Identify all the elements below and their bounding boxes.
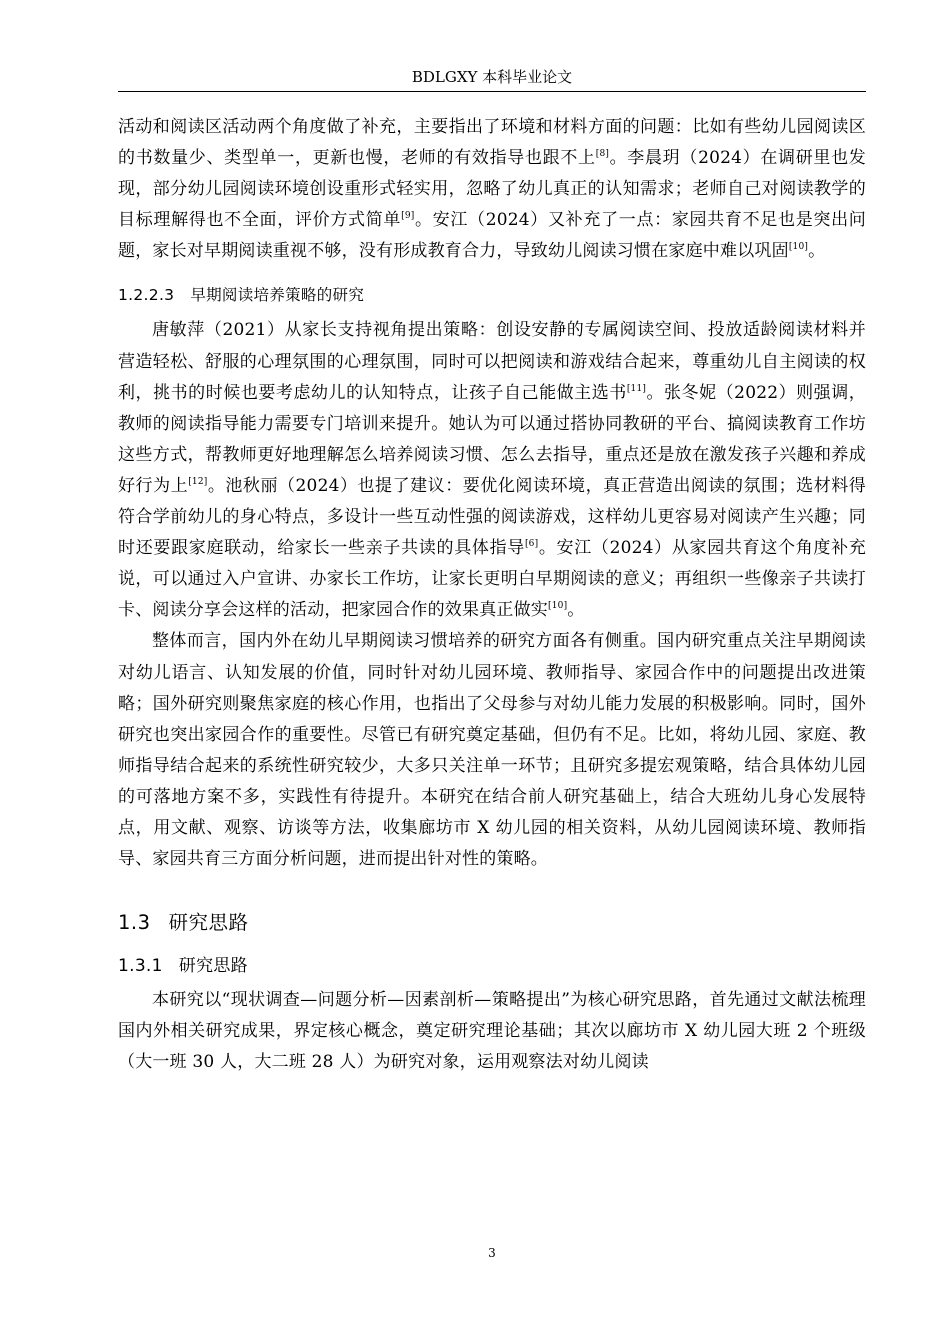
section-number: 1.3 [118,911,151,935]
paragraph-text: 唐敏萍（2021）从家长支持视角提出策略：创设安静的专属阅读空间、投放适龄阅读材料并营造轻松、舒服的心理氛围的心理氛围，同时可以把阅读和游戏结合起来，尊重幼儿自主阅读的权利，挑书的时候也要考虑幼儿的认知特点，让孩子自己能做主选书 [118,320,866,403]
page-number: 3 [488,1246,496,1260]
paragraph-strategy-research [118,315,866,626]
citation-ref: [10] [788,242,809,253]
section-number: 1.3.1 [118,956,163,977]
paragraph-text: 。 [567,600,585,621]
section-number: 1.2.2.3 [118,286,175,305]
citation-ref: [12] [188,476,208,487]
citation-ref: [9] [401,211,415,222]
paragraph-text: 。李晨玥（2024）在调研里也发现，部分幼儿园阅读环境创设重形式轻实用，忽略了幼儿真正的认知需求；老师自己对阅读教学的目标理解得也不全面，评价方式简单 [118,148,866,231]
section-heading-1-3 [118,911,866,935]
section-title: 研究思路 [168,911,249,935]
section-title: 早期阅读培养策略的研究 [190,286,365,305]
document-body [118,112,866,1078]
section-heading-1-2-2-3 [118,285,866,305]
paragraph-research-approach: 本研究以“现状调查—问题分析—因素剖析—策略提出”为核心研究思路，首先通过文献法梳理国内外相关研究成果，界定核心概念，奠定研究理论基础；其次以廊坊市 X 幼儿园大班 2 个班级（大一班 30 人，大二班 28 人）为研究对象，运用观察法对幼儿阅读 [118,990,866,1073]
paragraph-issues-continued [118,112,866,267]
paragraph-text: 。 [808,241,826,262]
section-heading-1-3-1 [118,955,866,977]
citation-ref: [6] [524,539,539,550]
paragraph-text: 。安江（2024）又补充了一点：家园共育不足也是突出问题，家长对早期阅读重视不够，没有形成教育合力，导致幼儿阅读习惯在家庭中难以巩固 [118,210,866,262]
header-divider [118,91,866,92]
section-title: 研究思路 [178,956,248,977]
citation-ref: [11] [626,383,647,394]
citation-ref: [10] [548,601,568,612]
paragraph-summary: 整体而言，国内外在幼儿早期阅读习惯培养的研究方面各有侧重。国内研究重点关注早期阅读对幼儿语言、认知发展的价值，同时针对幼儿园环境、教师指导、家园合作中的问题提出改进策略；国外研究则聚焦家庭的核心作用，也指出了父母参与对幼儿能力发展的积极影响。同时，国外研究也突出家园合作的重要性。尽管已有研究奠定基础，但仍有不足。比如，将幼儿园、家庭、教师指导结合起来的系统性研究较少，大多只关注单一环节；且研究多提宏观策略，结合具体幼儿园的可落地方案不多，实践性有待提升。本研究在结合前人研究基础上，结合大班幼儿身心发展特点，用文献、观察、访谈等方法，收集廊坊市 X 幼儿园的相关资料，从幼儿园阅读环境、教师指导、家园共育三方面分析问题，进而提出针对性的策略。 [118,631,866,870]
paragraph-text: 活动和阅读区活动两个角度做了补充，主要指出了环境和材料方面的问题：比如有些幼儿园阅读区的书数量少、类型单一，更新也慢，老师的有效指导也跟不上 [118,117,866,169]
paragraph-text: 。张冬妮（2022）则强调，教师的阅读指导能力需要专门培训来提升。她认为可以通过搭协同教研的平台、搞阅读教育工作坊这些方式，帮教师更好地理解怎么培养阅读习惯、怎么去指导，重点还是放在激发孩子兴趣和养成好行为上 [118,382,866,496]
page-header-title: BDLGXY 本科毕业论文 [411,68,573,86]
citation-ref: [8] [595,149,610,160]
paragraph-text: 。安江（2024）从家园共育这个角度补充说，可以通过入户宣讲、办家长工作坊，让家长更明白早期阅读的意义；再组织一些像亲子共读打卡、阅读分享会这样的活动，把家园合作的效果真正做实 [118,538,866,621]
paragraph-text: 。池秋丽（2024）也提了建议：要优化阅读环境，真正营造出阅读的氛围；选材料得符合学前幼儿的身心特点，多设计一些互动性强的阅读游戏，这样幼儿更容易对阅读产生兴趣；同时还要跟家庭联动，给家长一些亲子共读的具体指导 [118,475,866,559]
